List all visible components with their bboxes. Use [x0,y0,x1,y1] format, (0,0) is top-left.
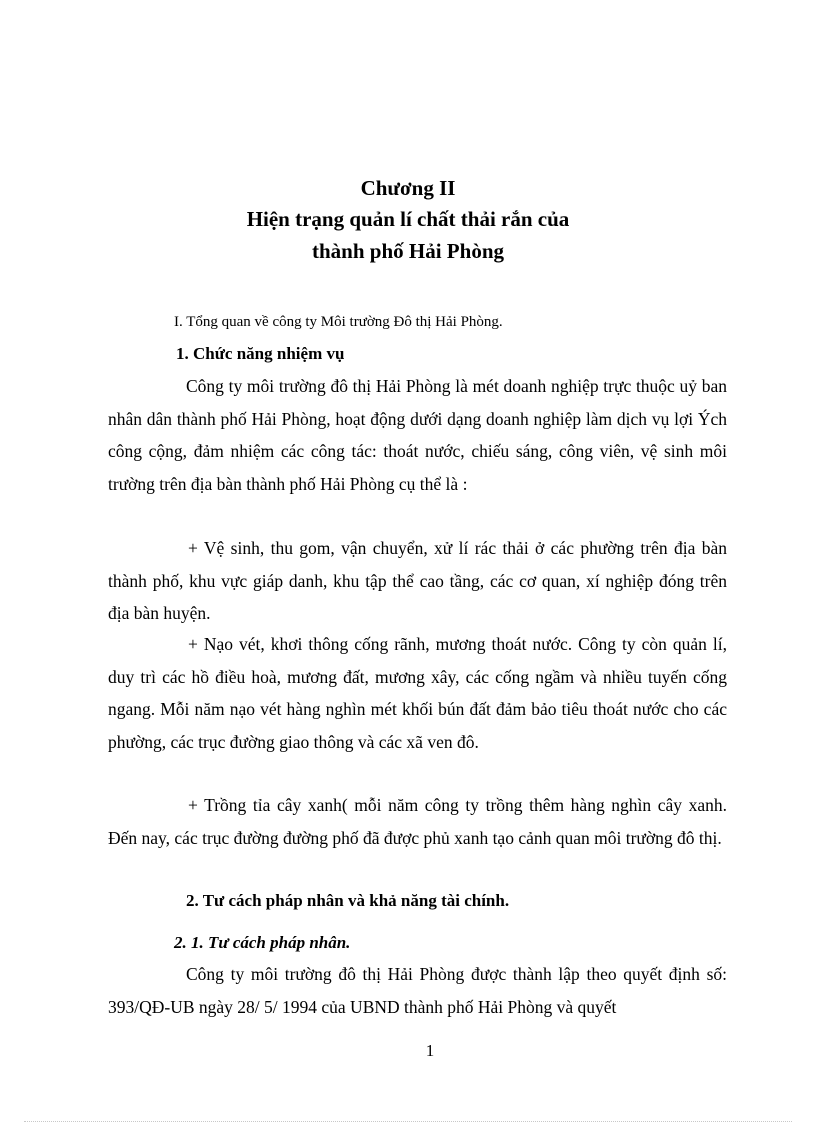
paragraph-legal-status: Công ty môi trường đô thị Hải Phòng được thành lập theo quyết định số: 393/QĐ-UB ngày 28/ 5/ 1994 của UBND thành phố Hải Phòng và quyết [108,964,727,1017]
chapter-number: Chương II [360,176,456,200]
chapter-title-line1: Hiện trạng quản lí chất thải rắn của [246,207,570,231]
subsection-heading-2: 2. Tư cách pháp nhân và khả năng tài chính. [186,891,510,910]
subsection-heading-2-1: 2. 1. Tư cách pháp nhân. [174,933,351,952]
subsection-heading-1: 1. Chức năng nhiệm vụ [176,344,345,363]
paragraph-drainage: + Nạo vét, khơi thông cống rãnh, mương thoát nước. Công ty còn quản lí, duy trì các hồ điều hoà, mương đất, mương xây, các cống ngầm và nhiều tuyến cống ngang. Mỗi năm nạo vét hàng nghìn mét khối bún đất đảm bảo tiêu thoát nước cho các phường, các trục đường giao thông và các xã ven đô. [108,634,727,752]
section-heading: I. Tổng quan về công ty Môi trường Đô thị Hải Phòng. [174,314,503,330]
paragraph-greenery: + Trồng tỉa cây xanh( mỗi năm công ty trồng thêm hàng nghìn cây xanh. Đến nay, các trục đường đường phố đã được phủ xanh tạo cảnh quan môi trường đô thị. [108,795,727,848]
page-bottom-divider [24,1121,792,1122]
paragraph-sanitation: + Vệ sinh, thu gom, vận chuyển, xử lí rác thải ở các phường trên địa bàn thành phố, khu vực giáp danh, khu tập thể cao tầng, các cơ quan, xí nghiệp đóng trên địa bàn huyện. [108,538,727,623]
chapter-title-line2: thành phố Hải Phòng [312,239,504,263]
page-number: 1 [425,1041,435,1060]
paragraph-functions: Công ty môi trường đô thị Hải Phòng là mét doanh nghiệp trực thuộc uỷ ban nhân dân thành phố Hải Phòng, hoạt động dưới dạng doanh nghiệp làm dịch vụ lợi Ých công cộng, đảm nhiệm các công tác: thoát nước, chiếu sáng, công viên, vệ sinh môi trường trên địa bàn thành phố Hải Phòng cụ thể là : [108,376,727,494]
